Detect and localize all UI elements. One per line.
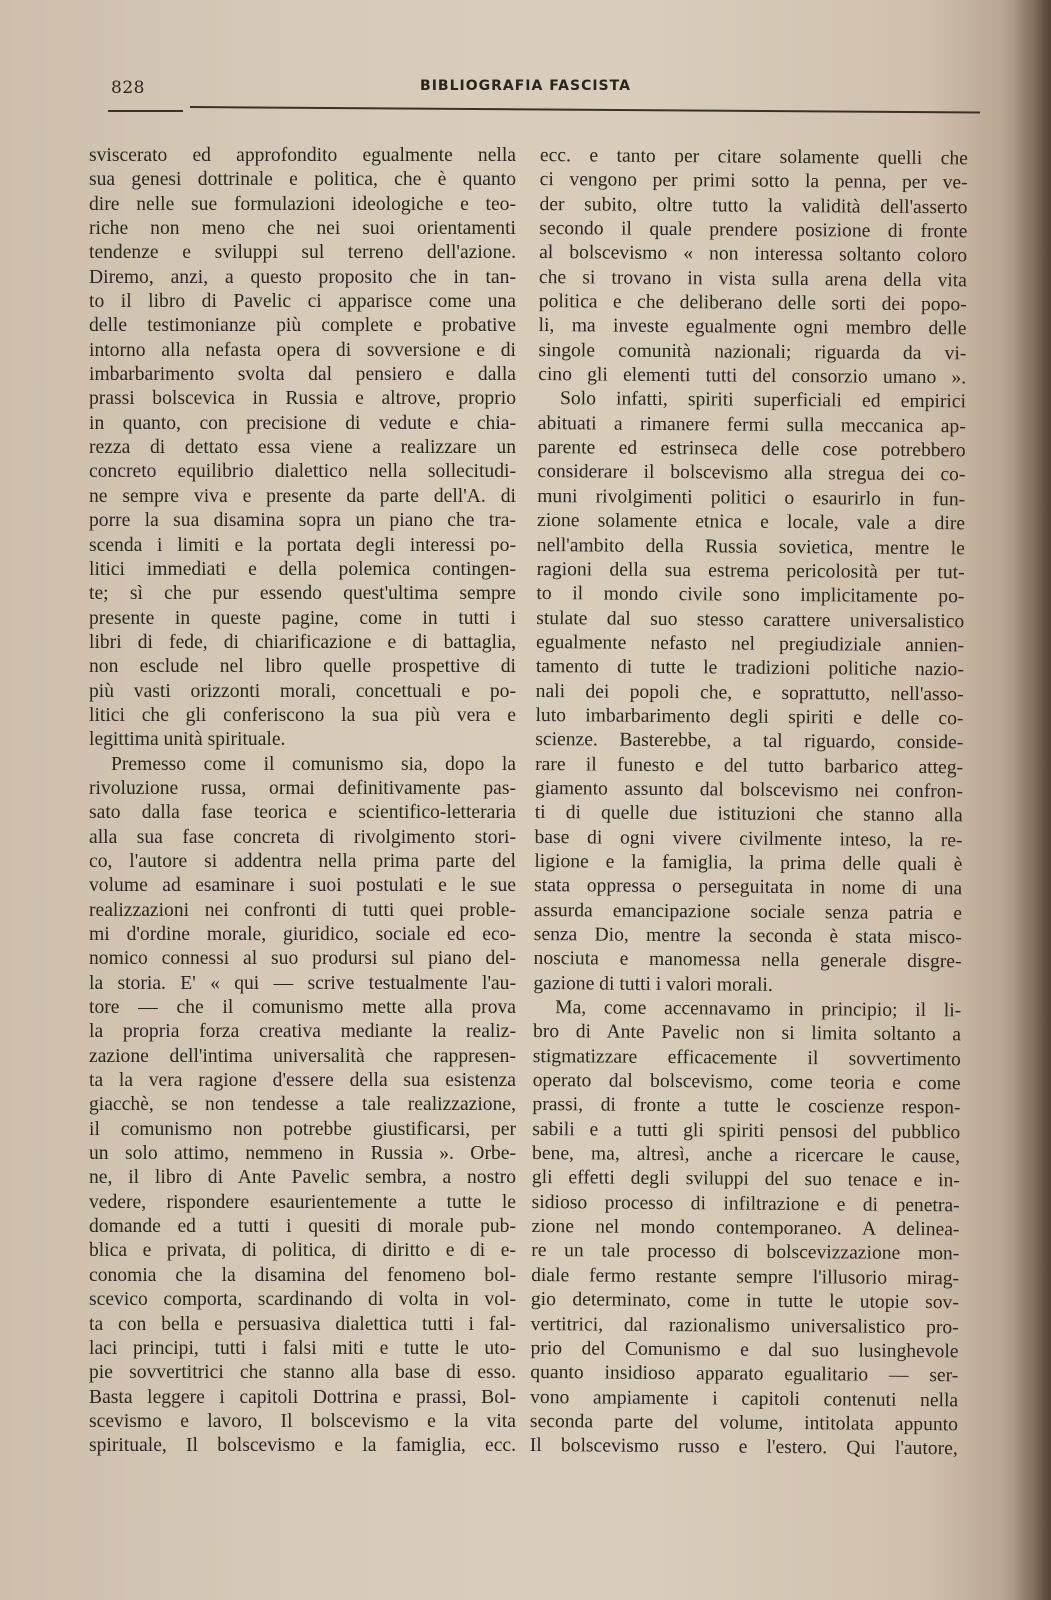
page-number: 828 [111,78,145,98]
text-line: vedere, rispondere esaurientemente a tutte le [89,1191,516,1213]
text-line: Solo infatti, spiriti superficiali ed empirici [559,388,967,413]
page-binding-shadow [1013,0,1051,1600]
text-line: la propria forza creativa mediante la realiz- [89,1021,516,1043]
text-line: domande ed a tutti i quesiti di morale pub- [89,1216,516,1238]
text-line: legittima unità spirituale. [89,729,286,751]
text-line: ti di quelle due istituzioni che stanno alla [534,802,963,827]
text-line: giamento assunto dal bolscevismo nei confron- [534,777,964,803]
text-line: scenda i limiti e la portata degli interessi po- [89,534,516,556]
text-line: considerare il bolscevismo alla stregua dei co- [537,461,966,486]
text-line: imbarbarimento svolta dal pensiero e dalla [89,364,516,386]
running-header-title: BIBLIOGRAFIA FASCISTA [420,78,631,94]
text-line: stata oppressa o perseguitata in nome di una [534,875,963,900]
text-line: sua genesi dottrinale e politica, che è quanto [89,169,516,191]
text-line: quanto insidioso apparato egualitario — ser- [530,1362,959,1387]
text-line: che si trovano in vista sulla arena della vita [538,266,968,292]
text-line: Basta leggere i capitoli Dottrina e prassi, Bol- [89,1386,516,1408]
text-line: politica e che deliberano delle sorti dei popo- [538,291,967,316]
text-line: parente ed estrinseca delle cose potrebbero [537,437,966,462]
text-line: porre la sua disamina sopra un piano che tra- [89,510,516,532]
text-line: volume ad esaminare i suoi postulati e le sue [89,875,516,897]
text-line: rivoluzione russa, ormai definitivamente pas- [89,777,516,799]
text-line: sato dalla fase teorica e scientifico-letteraria [89,802,516,824]
text-line: operato dal bolscevismo, come teoria e come [532,1070,961,1095]
text-line: tamento di tutte le tradizioni politiche nazio- [535,656,964,681]
text-line: der subito, oltre tutto la validità dell'asserto [539,193,968,219]
text-line: laci principi, tutti i falsi miti e tutte le uto- [89,1337,516,1359]
text-line: sidioso processo di infiltrazione e di penetra- [531,1191,960,1217]
text-line: muni rivolgimenti politici o esaurirlo in fun- [537,485,966,511]
text-line: Diremo, anzi, a questo proposito che in tan- [89,266,516,288]
text-line: prassi bolscevica in Russia e altrove, proprio [89,388,516,410]
text-line: stigmatizzare efficacemente il sovvertimento [532,1045,961,1071]
text-line: delle testimonianze più complete e probative [89,315,516,337]
text-line: nali dei popoli che, e soprattutto, nell'asso- [535,680,964,705]
text-line: mi d'ordine morale, giuridico, sociale ed eco- [89,924,516,945]
text-line: co, l'autore si addentra nella prima parte del [89,850,516,872]
text-line: gli effetti degli sviluppi del suo tenace e in- [531,1167,960,1192]
text-line: vertitrici, dal razionalismo universalistico pro- [530,1313,959,1338]
text-line: rezza di dettato essa viene a realizzare un [89,437,516,459]
text-line: scevico comporta, scardinando di volta in vol- [89,1289,516,1311]
text-line: li, ma investe egualmente ogni membro delle [538,315,967,340]
text-line: in quanto, con precisione di vedute e chia- [89,412,516,434]
text-line: dire nelle sue formulazioni ideologiche e teo- [89,193,516,215]
text-line: cino gli elementi tutti del consorzio umano ». [538,364,967,389]
text-line: blica e privata, di politica, di diritto e di e- [89,1240,516,1262]
text-column-right [530,144,968,1462]
text-line: pie sovvertitrici che stanno alla base di esso. [89,1362,516,1384]
text-line: nosciuta e manomessa nella generale disgre- [533,948,962,973]
text-line: ta la vera ragione d'essere della sua esistenza [89,1070,516,1092]
text-line: nell'ambito della Russia sovietica, mentre le [536,534,965,559]
text-line: to il mondo civile sono implicitamente po- [536,583,965,608]
text-line: libri di fede, di chiarificazione e di battaglia, [89,631,516,653]
text-line: zione nel mondo contemporaneo. A delinea- [531,1216,960,1241]
text-line: gio determinato, come in tutte le utopie sov- [530,1289,959,1314]
text-line: presente in queste pagine, come in tutti i [89,607,516,629]
text-line: zione solamente etnica e locale, vale a dire [536,510,966,535]
text-line: stulate dal suo stesso carattere universalistico [536,607,965,632]
text-line: conomia che la disamina del fenomeno bol- [89,1264,516,1286]
text-line: scienze. Basterebbe, a tal riguardo, conside- [535,729,964,754]
text-line: prio del Comunismo e dal suo lusinghevole [530,1337,959,1363]
header-rule-left [108,110,183,112]
text-line: spirituale, Il bolscevismo e la famiglia, ecc. [89,1435,516,1457]
text-line: un solo attimo, nemmeno in Russia ». Orbe- [89,1143,516,1165]
text-line: senza Dio, mentre la seconda è stata misco- [533,923,962,949]
text-line: litici immediati e della polemica contingen- [89,558,516,580]
text-column-left [89,144,516,1459]
text-line: sviscerato ed approfondito egualmente nella [89,145,516,166]
text-line: litici che gli conferiscono la sua più vera e [89,704,516,726]
text-line: rare il funesto e del tutto barbarico atteg- [535,753,964,778]
text-line: egualmente nefasto nel pregiudiziale annien- [536,631,965,657]
text-line: scevismo e lavoro, Il bolscevismo e la vita [89,1410,516,1432]
text-line: Ma, come accennavamo in principio; il li- [555,997,962,1022]
text-line: il comunismo non potrebbe giustificarsi, per [89,1118,516,1140]
text-line: ne sempre viva e presente da parte dell'A. di [89,485,516,507]
text-line: più vasti orizzonti morali, concettuali e po- [89,680,516,702]
text-line: alla sua fase concreta di rivolgimento stori- [89,826,516,848]
text-line: ligione e la famiglia, la prima delle quali è [534,850,963,876]
text-line: to il libro di Pavelic ci apparisce come una [89,291,516,313]
text-line: te; sì che pur essendo quest'ultima sempre [89,583,516,605]
text-line: bene, ma, altresì, anche a ricercare le cause, [531,1143,961,1168]
text-line: ecc. e tanto per citare solamente quelli che [539,144,968,170]
text-line: concreto equilibrio dialettico nella sollecitudi- [89,461,516,483]
text-line: Premesso come il comunismo sia, dopo la [111,753,516,775]
text-line: non esclude nel libro quelle prospettive di [89,656,516,678]
text-line: luto imbarbarimento degli spiriti e delle co- [535,704,964,730]
text-line: intorno alla nefasta opera di sovversione e di [89,339,516,361]
text-line: singole comunità nazionali; riguarda da vi- [538,339,967,365]
text-line: ragioni della sua estrema pericolosità per tut- [536,558,965,584]
text-line: tendenze e sviluppi sul terreno dell'azione. [89,242,516,264]
text-line: base di ogni vivere civilmente inteso, la re- [534,826,963,851]
text-line: zazione dell'intima universalità che rappresen- [89,1045,516,1067]
text-line: assurda emancipazione sociale senza patria e [533,899,963,924]
text-line: abituati a rimanere fermi sulla meccanica ap- [537,412,966,438]
text-line: ta con bella e persuasiva dialettica tutti i fal- [89,1313,516,1335]
text-line: tore — che il comunismo mette alla prova [89,997,516,1019]
text-line: ne, il libro di Ante Pavelic sembra, a nostro [89,1167,516,1189]
text-line: giacchè, se non tendesse a tale realizzazione, [89,1094,516,1116]
text-line: re un tale processo di bolscevizzazione mon- [531,1240,960,1265]
header-rule [190,106,980,114]
text-line: nomico connessi al suo prodursi sul piano del- [89,948,516,970]
text-line: prassi, di fronte a tutte le coscienze respon- [532,1094,961,1119]
text-line: ci vengono per primi sotto la penna, per ve- [539,169,968,194]
text-line: la storia. E' « qui — scrive testualmente l'au- [89,972,516,994]
text-line: bro di Ante Pavelic non si limita soltanto a [532,1021,962,1046]
text-line: gazione di tutti i valori morali. [533,972,773,996]
text-line: secondo il quale prendere posizione di fronte [539,218,968,243]
text-line: al bolscevismo « non interessa soltanto coloro [539,242,968,267]
text-line: seconda parte del volume, intitolata appunto [529,1410,959,1436]
text-line: sabili e a tutti gli spiriti pensosi del pubblico [532,1118,961,1144]
text-line: realizzazioni nei confronti di tutti quei proble- [89,899,516,921]
text-line: Il bolscevismo russo e l'estero. Qui l'autore, [529,1435,958,1460]
text-line: vono ampiamente i capitoli contenuti nella [530,1386,959,1411]
text-line: diale fermo restante sempre l'illusorio mirag- [531,1264,960,1290]
text-line: riche non meno che nei suoi orientamenti [89,218,516,240]
